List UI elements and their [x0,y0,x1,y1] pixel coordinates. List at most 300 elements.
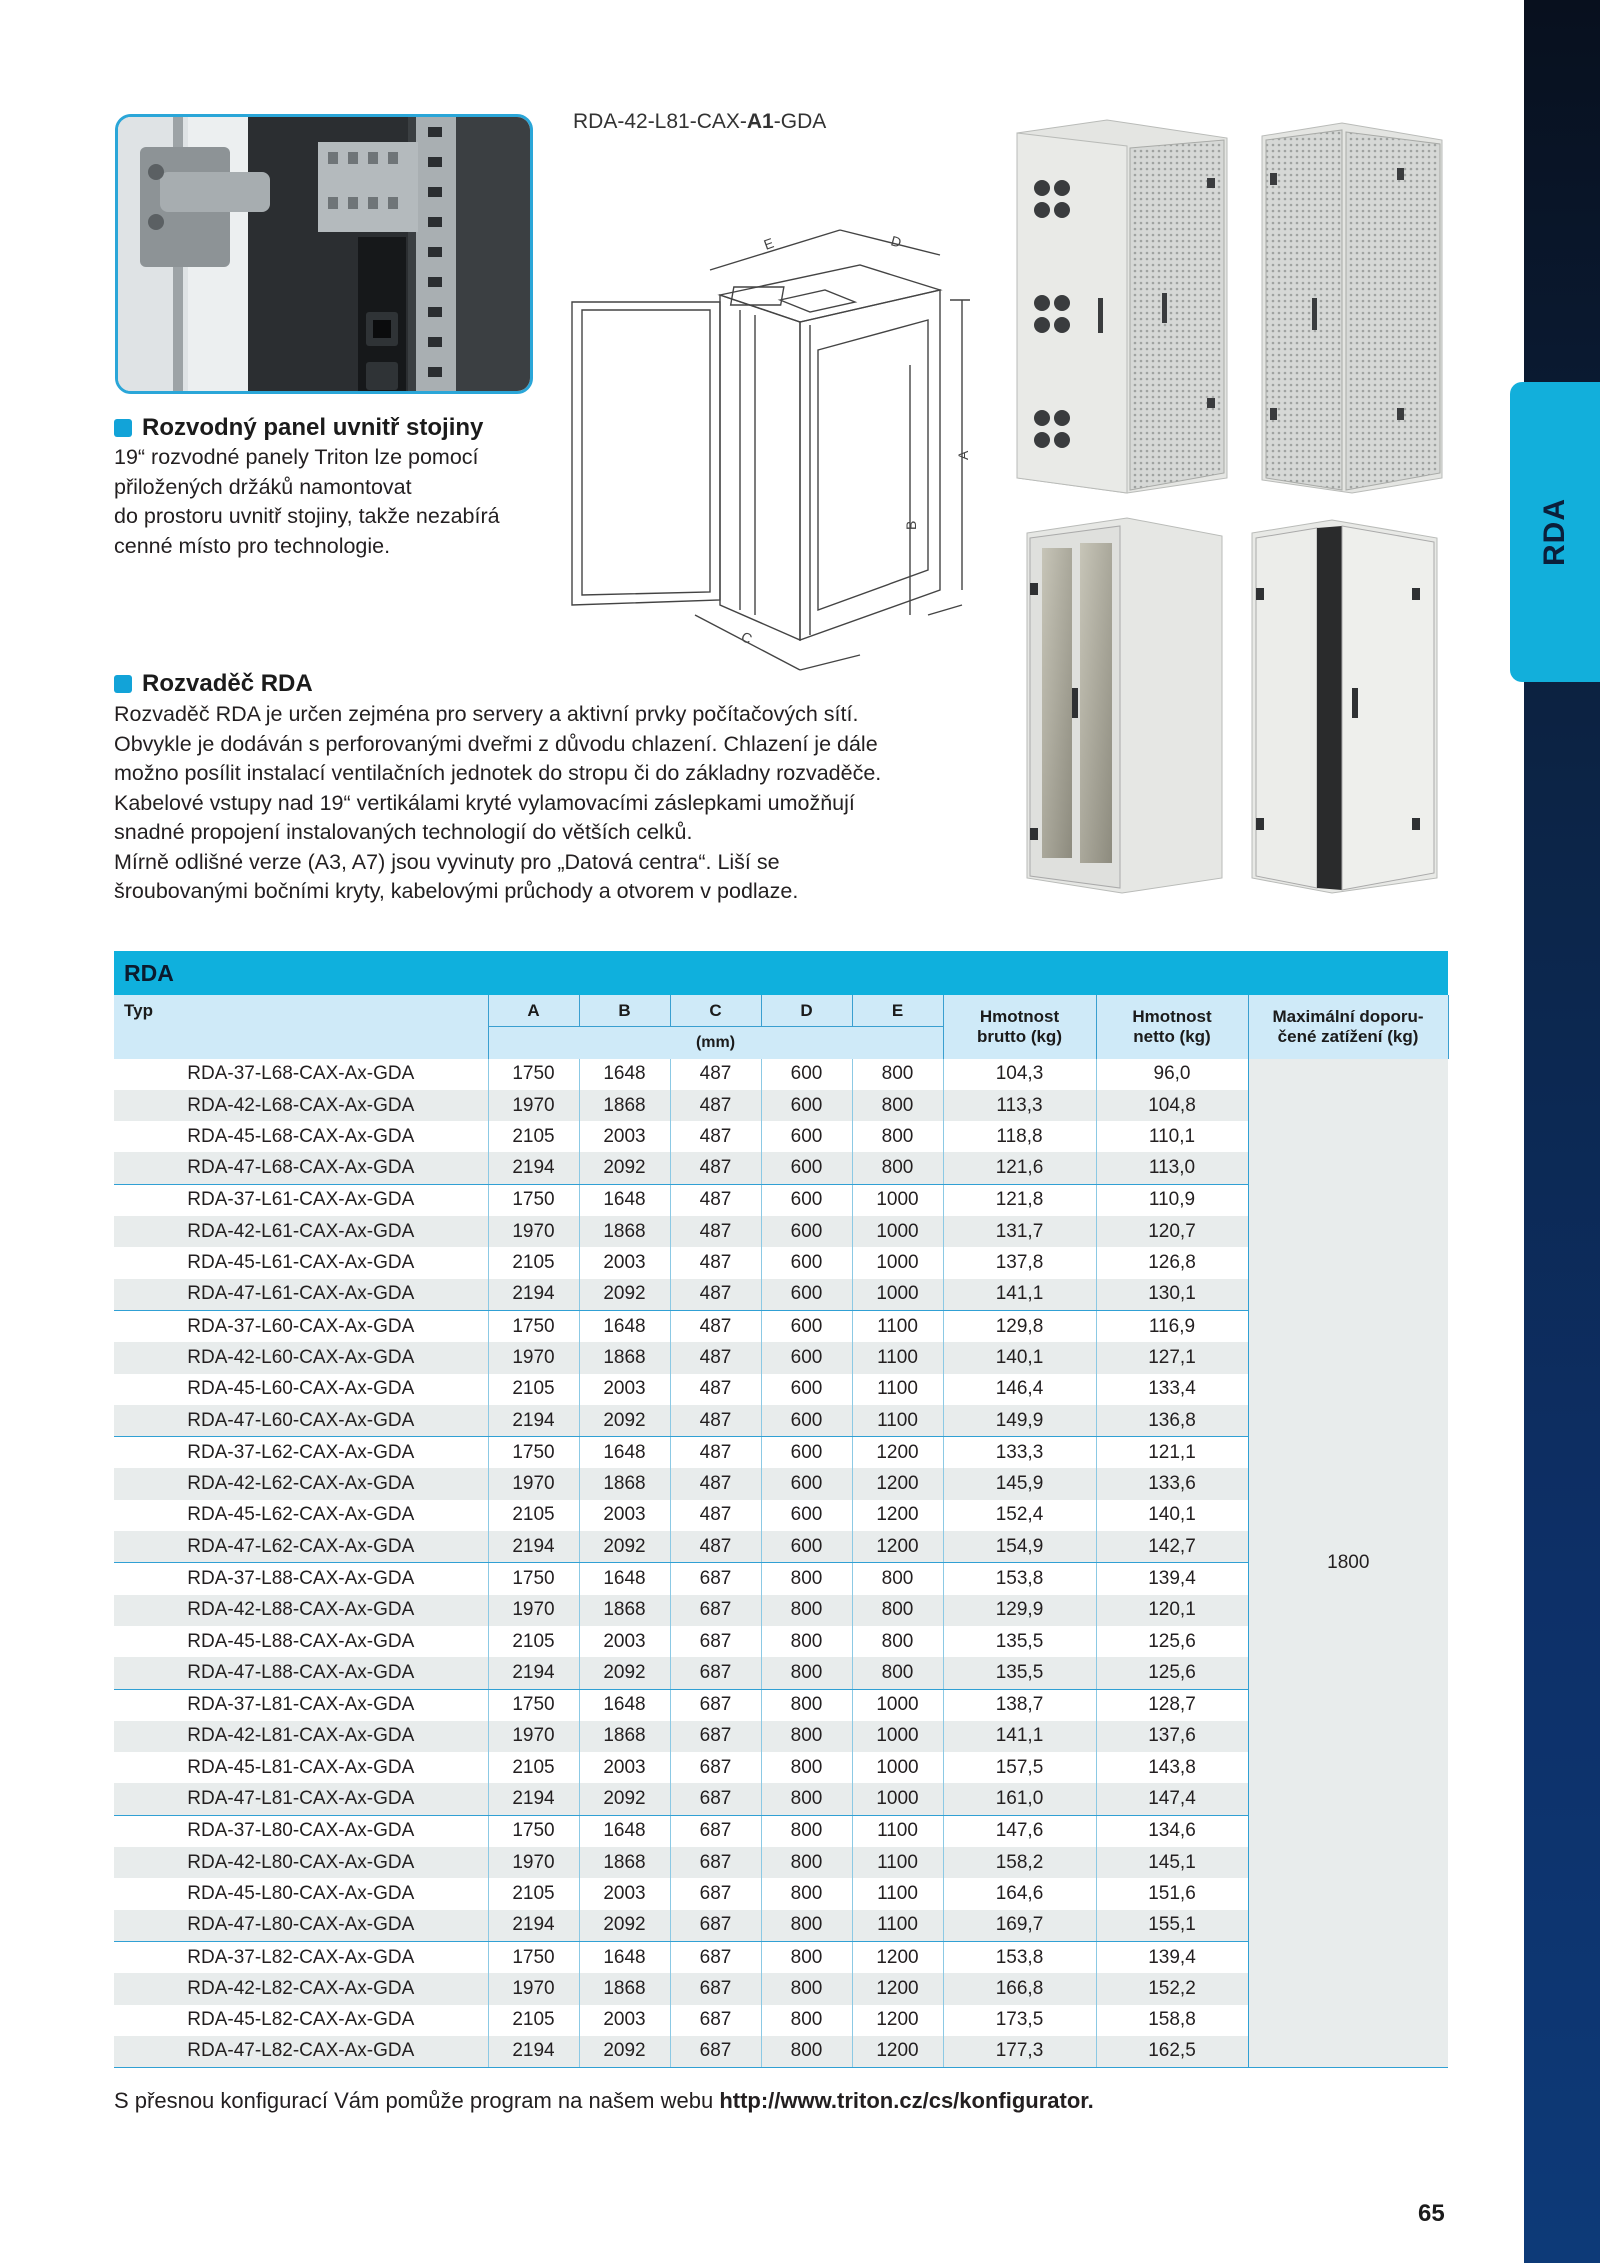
value-cell: 164,6 [943,1878,1096,1909]
table-row [114,1847,1448,1878]
type-cell: RDA-45-L88-CAX-Ax-GDA [114,1626,488,1657]
cabinet-photos [1012,118,1468,898]
value-cell: 142,7 [1096,1531,1248,1563]
value-cell: 154,9 [943,1531,1096,1563]
value-cell: 687 [670,1815,761,1847]
section-tab-rda[interactable] [1510,382,1600,682]
table-row [114,1310,1448,1342]
type-cell: RDA-45-L60-CAX-Ax-GDA [114,1374,488,1405]
value-cell: 487 [670,1437,761,1469]
value-cell: 687 [670,1657,761,1689]
value-cell: 2105 [488,1878,579,1909]
type-cell: RDA-42-L62-CAX-Ax-GDA [114,1468,488,1499]
type-cell: RDA-37-L82-CAX-Ax-GDA [114,1941,488,1973]
value-cell: 487 [670,1279,761,1311]
table-row [114,1468,1448,1499]
value-cell: 487 [670,1374,761,1405]
value-cell: 140,1 [1096,1500,1248,1531]
value-cell: 134,6 [1096,1815,1248,1847]
value-cell: 2003 [579,2005,670,2036]
value-cell: 687 [670,1563,761,1595]
table-row [114,1247,1448,1278]
value-cell: 800 [761,1783,852,1815]
type-cell: RDA-42-L80-CAX-Ax-GDA [114,1847,488,1878]
panel-section-title: Rozvodný panel uvnitř stojiny [114,414,483,442]
table-row [114,1059,1448,1090]
value-cell: 687 [670,2036,761,2068]
value-cell: 1970 [488,1468,579,1499]
value-cell: 137,6 [1096,1721,1248,1752]
value-cell: 1750 [488,1437,579,1469]
value-cell: 800 [761,1657,852,1689]
value-cell: 1868 [579,1342,670,1373]
type-cell: RDA-47-L62-CAX-Ax-GDA [114,1531,488,1563]
value-cell: 1648 [579,1437,670,1469]
value-cell: 173,5 [943,2005,1096,2036]
value-cell: 147,4 [1096,1783,1248,1815]
value-cell: 800 [761,1563,852,1595]
value-cell: 1200 [852,1973,943,2004]
value-cell: 121,8 [943,1184,1096,1216]
value-cell: 800 [761,1847,852,1878]
value-cell: 600 [761,1279,852,1311]
value-cell: 145,9 [943,1468,1096,1499]
col-header-c: C [670,995,761,1027]
sidebar-band [1524,0,1600,2263]
type-cell: RDA-45-L82-CAX-Ax-GDA [114,2005,488,2036]
value-cell: 116,9 [1096,1310,1248,1342]
type-cell: RDA-47-L81-CAX-Ax-GDA [114,1783,488,1815]
value-cell: 487 [670,1405,761,1437]
value-cell: 2105 [488,1626,579,1657]
value-cell: 1000 [852,1184,943,1216]
value-cell: 135,5 [943,1657,1096,1689]
value-cell: 1200 [852,1468,943,1499]
value-cell: 121,6 [943,1152,1096,1184]
value-cell: 155,1 [1096,1910,1248,1942]
type-cell: RDA-37-L88-CAX-Ax-GDA [114,1563,488,1595]
value-cell: 687 [670,1910,761,1942]
value-cell: 2092 [579,1657,670,1689]
value-cell: 130,1 [1096,1279,1248,1311]
table-row [114,1973,1448,2004]
value-cell: 487 [670,1059,761,1090]
svg-text:E: E [761,234,776,253]
value-cell: 1100 [852,1310,943,1342]
value-cell: 2105 [488,1500,579,1531]
value-cell: 149,9 [943,1405,1096,1437]
value-cell: 146,4 [943,1374,1096,1405]
table-row [114,1941,1448,1973]
bullet-icon [114,675,132,693]
table-row [114,1090,1448,1121]
value-cell: 487 [670,1342,761,1373]
value-cell: 1100 [852,1342,943,1373]
value-cell: 104,3 [943,1059,1096,1090]
value-cell: 2003 [579,1121,670,1152]
value-cell: 110,1 [1096,1121,1248,1152]
value-cell: 1100 [852,1374,943,1405]
value-cell: 1200 [852,2036,943,2068]
value-cell: 487 [670,1184,761,1216]
value-cell: 487 [670,1216,761,1247]
value-cell: 600 [761,1531,852,1563]
type-cell: RDA-37-L62-CAX-Ax-GDA [114,1437,488,1469]
value-cell: 687 [670,1783,761,1815]
table-row [114,1878,1448,1909]
value-cell: 1868 [579,1216,670,1247]
value-cell: 133,4 [1096,1374,1248,1405]
svg-text:B: B [903,520,919,530]
value-cell: 129,9 [943,1595,1096,1626]
value-cell: 152,4 [943,1500,1096,1531]
value-cell: 800 [852,1059,943,1090]
type-cell: RDA-37-L61-CAX-Ax-GDA [114,1184,488,1216]
value-cell: 139,4 [1096,1563,1248,1595]
value-cell: 600 [761,1152,852,1184]
bullet-icon [114,419,132,437]
table-row [114,1783,1448,1815]
table-row [114,1689,1448,1721]
value-cell: 1000 [852,1689,943,1721]
specs-table [114,951,1449,2068]
table-row [114,1657,1448,1689]
col-header-b: B [579,995,670,1027]
value-cell: 687 [670,1752,761,1783]
value-cell: 143,8 [1096,1752,1248,1783]
col-header-gross: Hmotnost brutto (kg) [943,995,1096,1059]
value-cell: 487 [670,1247,761,1278]
value-cell: 2194 [488,1405,579,1437]
value-cell: 128,7 [1096,1689,1248,1721]
value-cell: 1868 [579,1090,670,1121]
type-cell: RDA-42-L60-CAX-Ax-GDA [114,1342,488,1373]
value-cell: 1750 [488,1941,579,1973]
col-header-typ: Typ [114,995,488,1059]
value-cell: 487 [670,1500,761,1531]
value-cell: 151,6 [1096,1878,1248,1909]
value-cell: 600 [761,1342,852,1373]
value-cell: 600 [761,1216,852,1247]
rda-section-title: Rozvaděč RDA [114,670,313,698]
page-number: 65 [1418,2200,1445,2227]
value-cell: 687 [670,1847,761,1878]
type-cell: RDA-42-L61-CAX-Ax-GDA [114,1216,488,1247]
value-cell: 2003 [579,1374,670,1405]
value-cell: 600 [761,1090,852,1121]
section-tab-label: RDA [1538,498,1571,566]
value-cell: 687 [670,1941,761,1973]
value-cell: 145,1 [1096,1847,1248,1878]
col-header-a: A [488,995,579,1027]
value-cell: 1200 [852,2005,943,2036]
value-cell: 2194 [488,1783,579,1815]
table-row [114,1437,1448,1469]
table-row [114,1342,1448,1373]
value-cell: 133,6 [1096,1468,1248,1499]
value-cell: 162,5 [1096,2036,1248,2068]
value-cell: 1868 [579,1973,670,2004]
type-cell: RDA-45-L61-CAX-Ax-GDA [114,1247,488,1278]
value-cell: 1000 [852,1279,943,1311]
value-cell: 153,8 [943,1563,1096,1595]
value-cell: 687 [670,1626,761,1657]
value-cell: 800 [761,1721,852,1752]
value-cell: 800 [761,1595,852,1626]
value-cell: 600 [761,1500,852,1531]
value-cell: 2194 [488,1910,579,1942]
value-cell: 1200 [852,1941,943,1973]
value-cell: 1868 [579,1595,670,1626]
value-cell: 1750 [488,1689,579,1721]
type-cell: RDA-45-L62-CAX-Ax-GDA [114,1500,488,1531]
footer-note: S přesnou konfigurací Vám pomůže program na našem webu http://www.triton.cz/cs/konfigurator. [114,2088,1094,2113]
value-cell: 1000 [852,1247,943,1278]
value-cell: 113,3 [943,1090,1096,1121]
value-cell: 2092 [579,1531,670,1563]
value-cell: 1100 [852,1878,943,1909]
type-cell: RDA-45-L68-CAX-Ax-GDA [114,1121,488,1152]
value-cell: 600 [761,1121,852,1152]
value-cell: 1200 [852,1437,943,1469]
value-cell: 127,1 [1096,1342,1248,1373]
table-row [114,1121,1448,1152]
type-cell: RDA-47-L68-CAX-Ax-GDA [114,1152,488,1184]
table-row [114,1374,1448,1405]
value-cell: 1100 [852,1847,943,1878]
value-cell: 2105 [488,1374,579,1405]
value-cell: 600 [761,1247,852,1278]
value-cell: 158,8 [1096,2005,1248,2036]
value-cell: 800 [761,1689,852,1721]
value-cell: 177,3 [943,2036,1096,2068]
value-cell: 2092 [579,1783,670,1815]
value-cell: 1868 [579,1721,670,1752]
table-row [114,1910,1448,1942]
value-cell: 1970 [488,1342,579,1373]
value-cell: 1000 [852,1783,943,1815]
value-cell: 1100 [852,1910,943,1942]
table-row [114,1152,1448,1184]
value-cell: 1750 [488,1059,579,1090]
value-cell: 2092 [579,1152,670,1184]
value-cell: 600 [761,1184,852,1216]
type-cell: RDA-42-L68-CAX-Ax-GDA [114,1090,488,1121]
type-cell: RDA-37-L60-CAX-Ax-GDA [114,1310,488,1342]
value-cell: 800 [761,1752,852,1783]
value-cell: 1868 [579,1468,670,1499]
col-header-net: Hmotnost netto (kg) [1096,995,1248,1059]
value-cell: 136,8 [1096,1405,1248,1437]
value-cell: 1648 [579,1941,670,1973]
value-cell: 141,1 [943,1279,1096,1311]
value-cell: 1970 [488,1847,579,1878]
value-cell: 138,7 [943,1689,1096,1721]
value-cell: 1750 [488,1815,579,1847]
panel-detail-photo [115,114,533,394]
value-cell: 2105 [488,2005,579,2036]
max-load-cell: 1800 [1248,1059,1448,2068]
value-cell: 2194 [488,1279,579,1311]
type-cell: RDA-47-L80-CAX-Ax-GDA [114,1910,488,1942]
value-cell: 104,8 [1096,1090,1248,1121]
value-cell: 1648 [579,1184,670,1216]
type-cell: RDA-47-L82-CAX-Ax-GDA [114,2036,488,2068]
table-row [114,1279,1448,1311]
value-cell: 2092 [579,2036,670,2068]
type-cell: RDA-45-L80-CAX-Ax-GDA [114,1878,488,1909]
table-row [114,2036,1448,2068]
table-row [114,1563,1448,1595]
value-cell: 1100 [852,1815,943,1847]
value-cell: 2092 [579,1405,670,1437]
value-cell: 1648 [579,1563,670,1595]
value-cell: 600 [761,1059,852,1090]
value-cell: 800 [852,1657,943,1689]
value-cell: 487 [670,1531,761,1563]
value-cell: 487 [670,1152,761,1184]
type-cell: RDA-47-L61-CAX-Ax-GDA [114,1279,488,1311]
value-cell: 158,2 [943,1847,1096,1878]
value-cell: 125,6 [1096,1626,1248,1657]
type-cell: RDA-37-L81-CAX-Ax-GDA [114,1689,488,1721]
value-cell: 800 [852,1121,943,1152]
configurator-link[interactable]: http://www.triton.cz/cs/konfigurator. [719,2088,1094,2113]
value-cell: 2003 [579,1247,670,1278]
table-row [114,2005,1448,2036]
value-cell: 487 [670,1121,761,1152]
value-cell: 687 [670,1689,761,1721]
table-row [114,1752,1448,1783]
table-row [114,1721,1448,1752]
value-cell: 800 [852,1626,943,1657]
value-cell: 120,7 [1096,1216,1248,1247]
value-cell: 2003 [579,1878,670,1909]
table-row [114,1815,1448,1847]
value-cell: 1200 [852,1531,943,1563]
value-cell: 118,8 [943,1121,1096,1152]
value-cell: 1970 [488,1090,579,1121]
value-cell: 600 [761,1468,852,1499]
value-cell: 1970 [488,1973,579,2004]
table-row [114,1184,1448,1216]
type-cell: RDA-37-L80-CAX-Ax-GDA [114,1815,488,1847]
value-cell: 2105 [488,1247,579,1278]
col-header-max-load: Maximální doporu- čené zatížení (kg) [1248,995,1448,1059]
value-cell: 687 [670,1721,761,1752]
value-cell: 137,8 [943,1247,1096,1278]
unit-label: (mm) [488,1027,943,1059]
value-cell: 1750 [488,1310,579,1342]
value-cell: 1648 [579,1689,670,1721]
value-cell: 1200 [852,1500,943,1531]
type-cell: RDA-37-L68-CAX-Ax-GDA [114,1059,488,1090]
diagram-caption: RDA-42-L81-CAX-A1-GDA [573,110,827,133]
table-row [114,1626,1448,1657]
value-cell: 1000 [852,1721,943,1752]
table-title: RDA [114,951,1448,995]
type-cell: RDA-45-L81-CAX-Ax-GDA [114,1752,488,1783]
value-cell: 2194 [488,2036,579,2068]
table-row [114,1500,1448,1531]
value-cell: 1868 [579,1847,670,1878]
value-cell: 800 [761,2036,852,2068]
value-cell: 2105 [488,1752,579,1783]
value-cell: 687 [670,2005,761,2036]
value-cell: 687 [670,1973,761,2004]
value-cell: 135,5 [943,1626,1096,1657]
value-cell: 800 [761,1973,852,2004]
value-cell: 1750 [488,1184,579,1216]
value-cell: 800 [761,1910,852,1942]
svg-text:A: A [955,450,971,460]
value-cell: 125,6 [1096,1657,1248,1689]
value-cell: 1000 [852,1752,943,1783]
value-cell: 1970 [488,1595,579,1626]
value-cell: 131,7 [943,1216,1096,1247]
type-cell: RDA-47-L60-CAX-Ax-GDA [114,1405,488,1437]
value-cell: 2092 [579,1910,670,1942]
col-header-d: D [761,995,852,1027]
type-cell: RDA-42-L88-CAX-Ax-GDA [114,1595,488,1626]
value-cell: 687 [670,1595,761,1626]
value-cell: 1000 [852,1216,943,1247]
value-cell: 800 [761,2005,852,2036]
value-cell: 1648 [579,1310,670,1342]
value-cell: 800 [761,1941,852,1973]
value-cell: 1648 [579,1059,670,1090]
value-cell: 129,8 [943,1310,1096,1342]
value-cell: 2194 [488,1657,579,1689]
value-cell: 166,8 [943,1973,1096,2004]
table-row [114,1405,1448,1437]
value-cell: 1648 [579,1815,670,1847]
value-cell: 600 [761,1310,852,1342]
value-cell: 2003 [579,1626,670,1657]
value-cell: 120,1 [1096,1595,1248,1626]
rda-section-text: Rozvaděč RDA je určen zejména pro servery a aktivní prvky počítačových sítí. Obvykle je dodáván s perforovanými dveřmi z důvodu chlazení. Chlazení je dále možno posílit instalací ventilačních jednotek do stropu či do základny rozvaděče. Kabelové vstupy nad 19“ vertikálami kryté vylamovacími záslepkami umožňují snadné propojení instalovaných technologií do větších celků. Mírně odlišné verze (A3, A7) jsou vyvinuty pro „Datová centra“. Liší se šroubovanými bočními kryty, kabelovými průchody a otvorem v podlaze. [114,702,882,903]
value-cell: 600 [761,1405,852,1437]
table-row [114,1595,1448,1626]
value-cell: 600 [761,1374,852,1405]
value-cell: 800 [852,1595,943,1626]
value-cell: 800 [761,1815,852,1847]
value-cell: 169,7 [943,1910,1096,1942]
value-cell: 1970 [488,1721,579,1752]
value-cell: 2003 [579,1500,670,1531]
value-cell: 113,0 [1096,1152,1248,1184]
value-cell: 2092 [579,1279,670,1311]
value-cell: 133,3 [943,1437,1096,1469]
value-cell: 800 [761,1626,852,1657]
value-cell: 139,4 [1096,1941,1248,1973]
value-cell: 110,9 [1096,1184,1248,1216]
type-cell: RDA-42-L82-CAX-Ax-GDA [114,1973,488,2004]
value-cell: 126,8 [1096,1247,1248,1278]
type-cell: RDA-47-L88-CAX-Ax-GDA [114,1657,488,1689]
value-cell: 800 [852,1090,943,1121]
value-cell: 487 [670,1468,761,1499]
value-cell: 2194 [488,1531,579,1563]
value-cell: 1970 [488,1216,579,1247]
value-cell: 96,0 [1096,1059,1248,1090]
value-cell: 2003 [579,1752,670,1783]
value-cell: 800 [852,1152,943,1184]
value-cell: 487 [670,1090,761,1121]
col-header-e: E [852,995,943,1027]
value-cell: 140,1 [943,1342,1096,1373]
value-cell: 2105 [488,1121,579,1152]
